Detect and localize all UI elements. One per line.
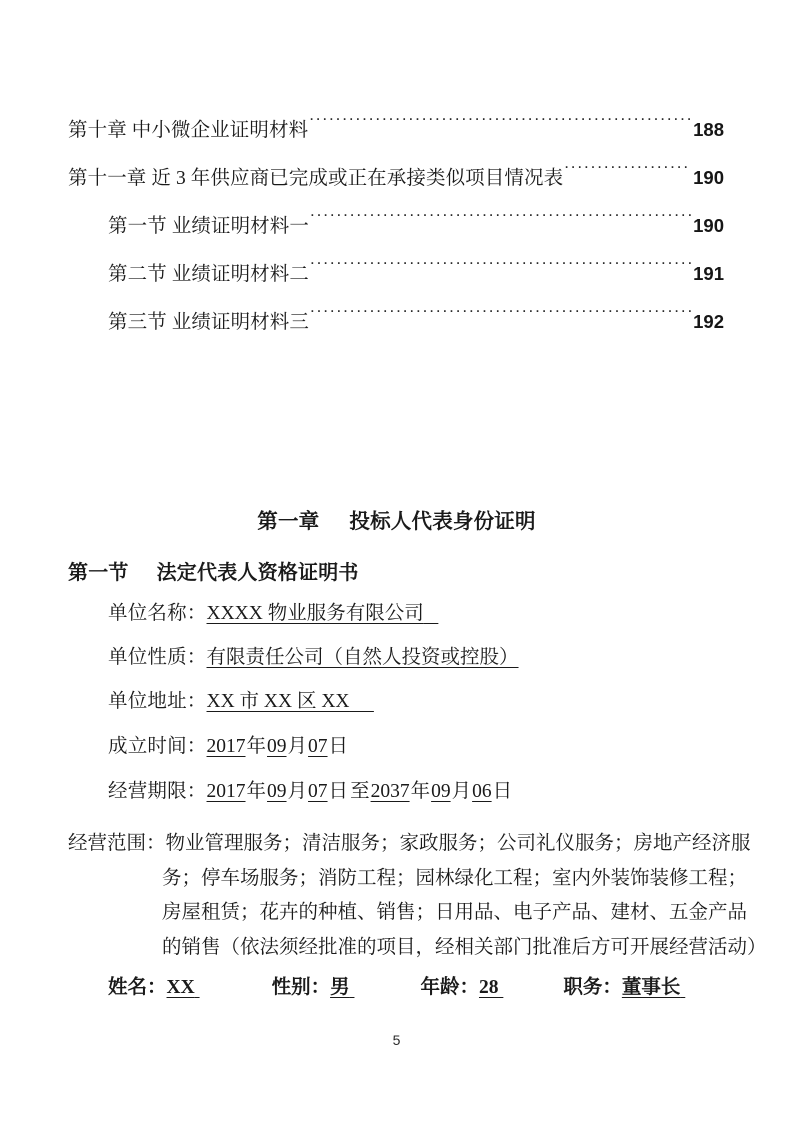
business-scope-line-1 xyxy=(68,827,751,862)
period-to-day[interactable]: 06 xyxy=(472,781,492,802)
toc-leader-dots xyxy=(310,280,692,328)
established-month[interactable]: 09 xyxy=(267,736,287,757)
toc-entry-title: 第十章 中小微企业证明材料 xyxy=(68,120,309,141)
year-unit: 年 xyxy=(246,736,267,757)
chapter-number: 第一章 xyxy=(257,511,320,533)
section-heading xyxy=(68,556,359,585)
period-from-year[interactable]: 2017 xyxy=(206,781,246,802)
company-type-value[interactable]: 有限责任公司（自然人投资或控股） xyxy=(206,647,519,668)
field-company-address xyxy=(108,692,374,712)
company-name-value[interactable]: XXXX 物业服务有限公司 xyxy=(206,603,424,624)
established-day[interactable]: 07 xyxy=(308,736,328,757)
toc-leader-dots xyxy=(309,88,692,136)
toc-entry-page: 191 xyxy=(693,263,724,284)
field-company-type xyxy=(108,648,519,668)
field-label: 性别： xyxy=(271,977,331,998)
toc-leader-dots xyxy=(310,184,692,232)
business-scope-line-3: 房屋租赁；花卉的种植、销售；日用品、电子产品、建材、五金产品 xyxy=(162,902,748,923)
period-from-day[interactable]: 07 xyxy=(308,781,328,802)
field-label: 单位性质： xyxy=(108,647,207,668)
day-unit: 日 xyxy=(328,736,349,757)
toc-entry-page: 190 xyxy=(693,215,724,236)
day-unit: 日 xyxy=(328,781,349,802)
section-number: 第一节 xyxy=(68,562,129,584)
field-person-age xyxy=(420,978,503,998)
field-company-name xyxy=(108,604,438,624)
field-person-name xyxy=(108,978,200,998)
field-label: 经营范围： xyxy=(68,833,166,854)
section-name: 法定代表人资格证明书 xyxy=(156,562,359,584)
underline-tail xyxy=(680,978,685,998)
month-unit: 月 xyxy=(451,781,472,802)
underline-tail xyxy=(424,604,439,624)
toc-entry-page: 190 xyxy=(693,167,724,188)
toc-entry-title: 第三节 业绩证明材料三 xyxy=(108,312,309,333)
company-address-value[interactable]: XX 市 XX 区 XX xyxy=(206,691,350,712)
toc-entry[interactable] xyxy=(68,88,724,141)
field-person-title xyxy=(563,978,685,998)
field-label: 单位地址： xyxy=(108,691,207,712)
page-number: 5 xyxy=(392,1032,401,1048)
business-scope-line-2: 务；停车场服务；消防工程；园林绿化工程；室内外装饰装修工程； xyxy=(162,867,748,889)
toc-entry-title: 第一节 业绩证明材料一 xyxy=(108,216,309,237)
month-unit: 月 xyxy=(287,781,308,802)
established-year[interactable]: 2017 xyxy=(206,736,246,757)
day-unit: 日 xyxy=(492,781,513,802)
business-scope-line-4: 的销售（依法须经批准的项目，经相关部门批准后方可开展经营活动） xyxy=(162,936,767,958)
toc-leader-dots xyxy=(564,136,687,184)
period-to-month[interactable]: 09 xyxy=(431,781,451,802)
field-person-gender xyxy=(272,978,355,998)
business-scope-text: 物业管理服务；清洁服务；家政服务；公司礼仪服务；房地产经济服 xyxy=(165,833,751,854)
field-label: 姓名： xyxy=(108,977,167,998)
chapter-name: 投标人代表身份证明 xyxy=(349,511,536,533)
person-details-row xyxy=(108,978,685,998)
person-age-value[interactable]: 28 xyxy=(478,977,499,998)
field-label: 单位名称： xyxy=(108,603,207,624)
person-title-value[interactable]: 董事长 xyxy=(621,977,681,998)
year-unit: 年 xyxy=(410,781,431,802)
person-gender-value[interactable]: 男 xyxy=(330,977,350,998)
toc-entry-title: 第十一章 近 3 年供应商已完成或正在承接类似项目情况表 xyxy=(68,168,564,189)
period-to-word: 至 xyxy=(350,781,370,802)
field-label: 成立时间： xyxy=(108,736,207,757)
field-business-scope xyxy=(68,827,767,965)
period-from-month[interactable]: 09 xyxy=(267,781,287,802)
period-to-year[interactable]: 2037 xyxy=(370,781,410,802)
month-unit: 月 xyxy=(287,736,308,757)
year-unit: 年 xyxy=(246,781,267,802)
table-of-contents xyxy=(68,88,724,333)
underline-tail xyxy=(498,978,503,998)
field-label: 职务： xyxy=(563,977,622,998)
toc-entry-page: 188 xyxy=(693,119,724,140)
underline-tail xyxy=(195,978,200,998)
field-label: 经营期限： xyxy=(108,781,207,802)
underline-tail xyxy=(350,692,374,712)
field-operating-period xyxy=(108,782,513,802)
person-name-value[interactable]: XX xyxy=(166,977,195,998)
field-established-date xyxy=(108,737,349,757)
toc-leader-dots xyxy=(310,232,692,280)
chapter-title xyxy=(0,504,793,534)
underline-tail xyxy=(350,978,355,998)
toc-entry-title: 第二节 业绩证明材料二 xyxy=(108,264,309,285)
toc-entry-page: 192 xyxy=(693,311,724,332)
field-label: 年龄： xyxy=(420,977,479,998)
